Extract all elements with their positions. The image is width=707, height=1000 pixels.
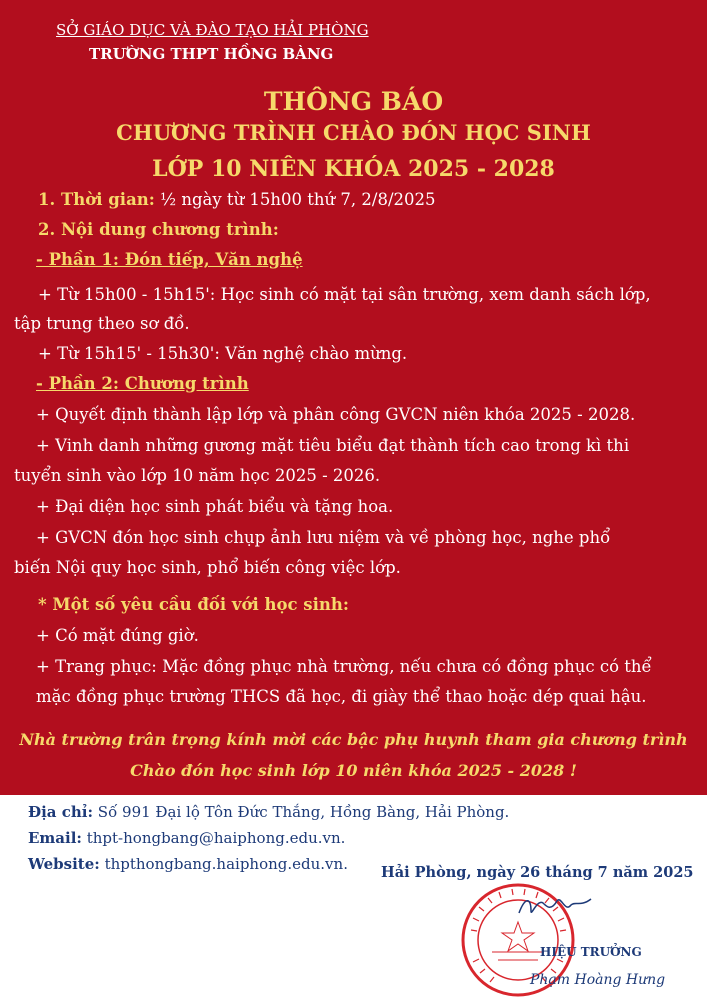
part1-item: + Từ 15h00 - 15h15': Học sinh có mặt tại sân trường, xem danh sách lớp, xyxy=(38,285,651,304)
address-value: Số 991 Đại lộ Tôn Đức Thắng, Hồng Bàng, Hải Phòng. xyxy=(93,803,510,821)
part1-item: + Từ 15h15' - 15h30': Văn nghệ chào mừng. xyxy=(38,344,408,363)
time-label: 1. Thời gian: xyxy=(38,190,155,209)
school-name: TRƯỜNG THPT HỒNG BÀNG xyxy=(89,45,334,63)
part2-item: tuyển sinh vào lớp 10 năm học 2025 - 2026. xyxy=(14,466,381,485)
requirement-item: + Có mặt đúng giờ. xyxy=(36,626,199,645)
requirement-item: mặc đồng phục trường THCS đã học, đi giày thể thao hoặc dép quai hậu. xyxy=(36,687,647,706)
principal-name: Phạm Hoàng Hưng xyxy=(530,972,666,988)
notice-subtitle: CHƯƠNG TRÌNH CHÀO ĐÓN HỌC SINH xyxy=(116,120,591,145)
part2-item: biến Nội quy học sinh, phổ biến công việc lớp. xyxy=(14,558,401,577)
signature-icon xyxy=(515,893,595,923)
time-value: ½ ngày từ 15h00 thứ 7, 2/8/2025 xyxy=(154,190,436,209)
part2-heading: - Phần 2: Chương trình xyxy=(36,374,249,393)
part2-item: + Vinh danh những gương mặt tiêu biểu đạt thành tích cao trong kì thi xyxy=(36,436,630,455)
signing-date: Hải Phòng, ngày 26 tháng 7 năm 2025 xyxy=(381,864,694,881)
invitation-line: Chào đón học sinh lớp 10 niên khóa 2025 - 2028 ! xyxy=(130,761,577,780)
part2-item: + Quyết định thành lập lớp và phân công GVCN niên khóa 2025 - 2028. xyxy=(36,405,636,424)
part2-item: + GVCN đón học sinh chụp ảnh lưu niệm và về phòng học, nghe phổ xyxy=(36,528,611,547)
principal-title: HIỆU TRƯỞNG xyxy=(540,945,642,959)
time-row xyxy=(38,190,436,209)
website-row xyxy=(28,855,348,873)
content-heading: 2. Nội dung chương trình: xyxy=(38,220,279,239)
email-label: Email: xyxy=(28,829,82,847)
invitation-line: Nhà trường trân trọng kính mời các bậc phụ huynh tham gia chương trình xyxy=(19,730,688,749)
part1-item: tập trung theo sơ đồ. xyxy=(14,314,190,333)
email-value[interactable]: thpt-hongbang@haiphong.edu.vn. xyxy=(81,829,346,847)
part2-item: + Đại diện học sinh phát biểu và tặng hoa. xyxy=(36,497,394,516)
part1-heading: - Phần 1: Đón tiếp, Văn nghệ xyxy=(36,250,303,269)
requirements-heading: * Một số yêu cầu đối với học sinh: xyxy=(38,595,349,614)
notice-subtitle-year: LỚP 10 NIÊN KHÓA 2025 - 2028 xyxy=(152,156,555,182)
address-row xyxy=(28,803,509,821)
website-label: Website: xyxy=(28,855,100,873)
notice-title: THÔNG BÁO xyxy=(263,87,444,116)
website-value[interactable]: thpthongbang.haiphong.edu.vn. xyxy=(99,855,348,873)
email-row xyxy=(28,829,345,847)
department-name: SỞ GIÁO DỤC VÀ ĐÀO TẠO HẢI PHÒNG xyxy=(56,21,369,39)
requirement-item: + Trang phục: Mặc đồng phục nhà trường, nếu chưa có đồng phục có thể xyxy=(36,657,652,676)
address-label: Địa chỉ: xyxy=(28,803,94,821)
